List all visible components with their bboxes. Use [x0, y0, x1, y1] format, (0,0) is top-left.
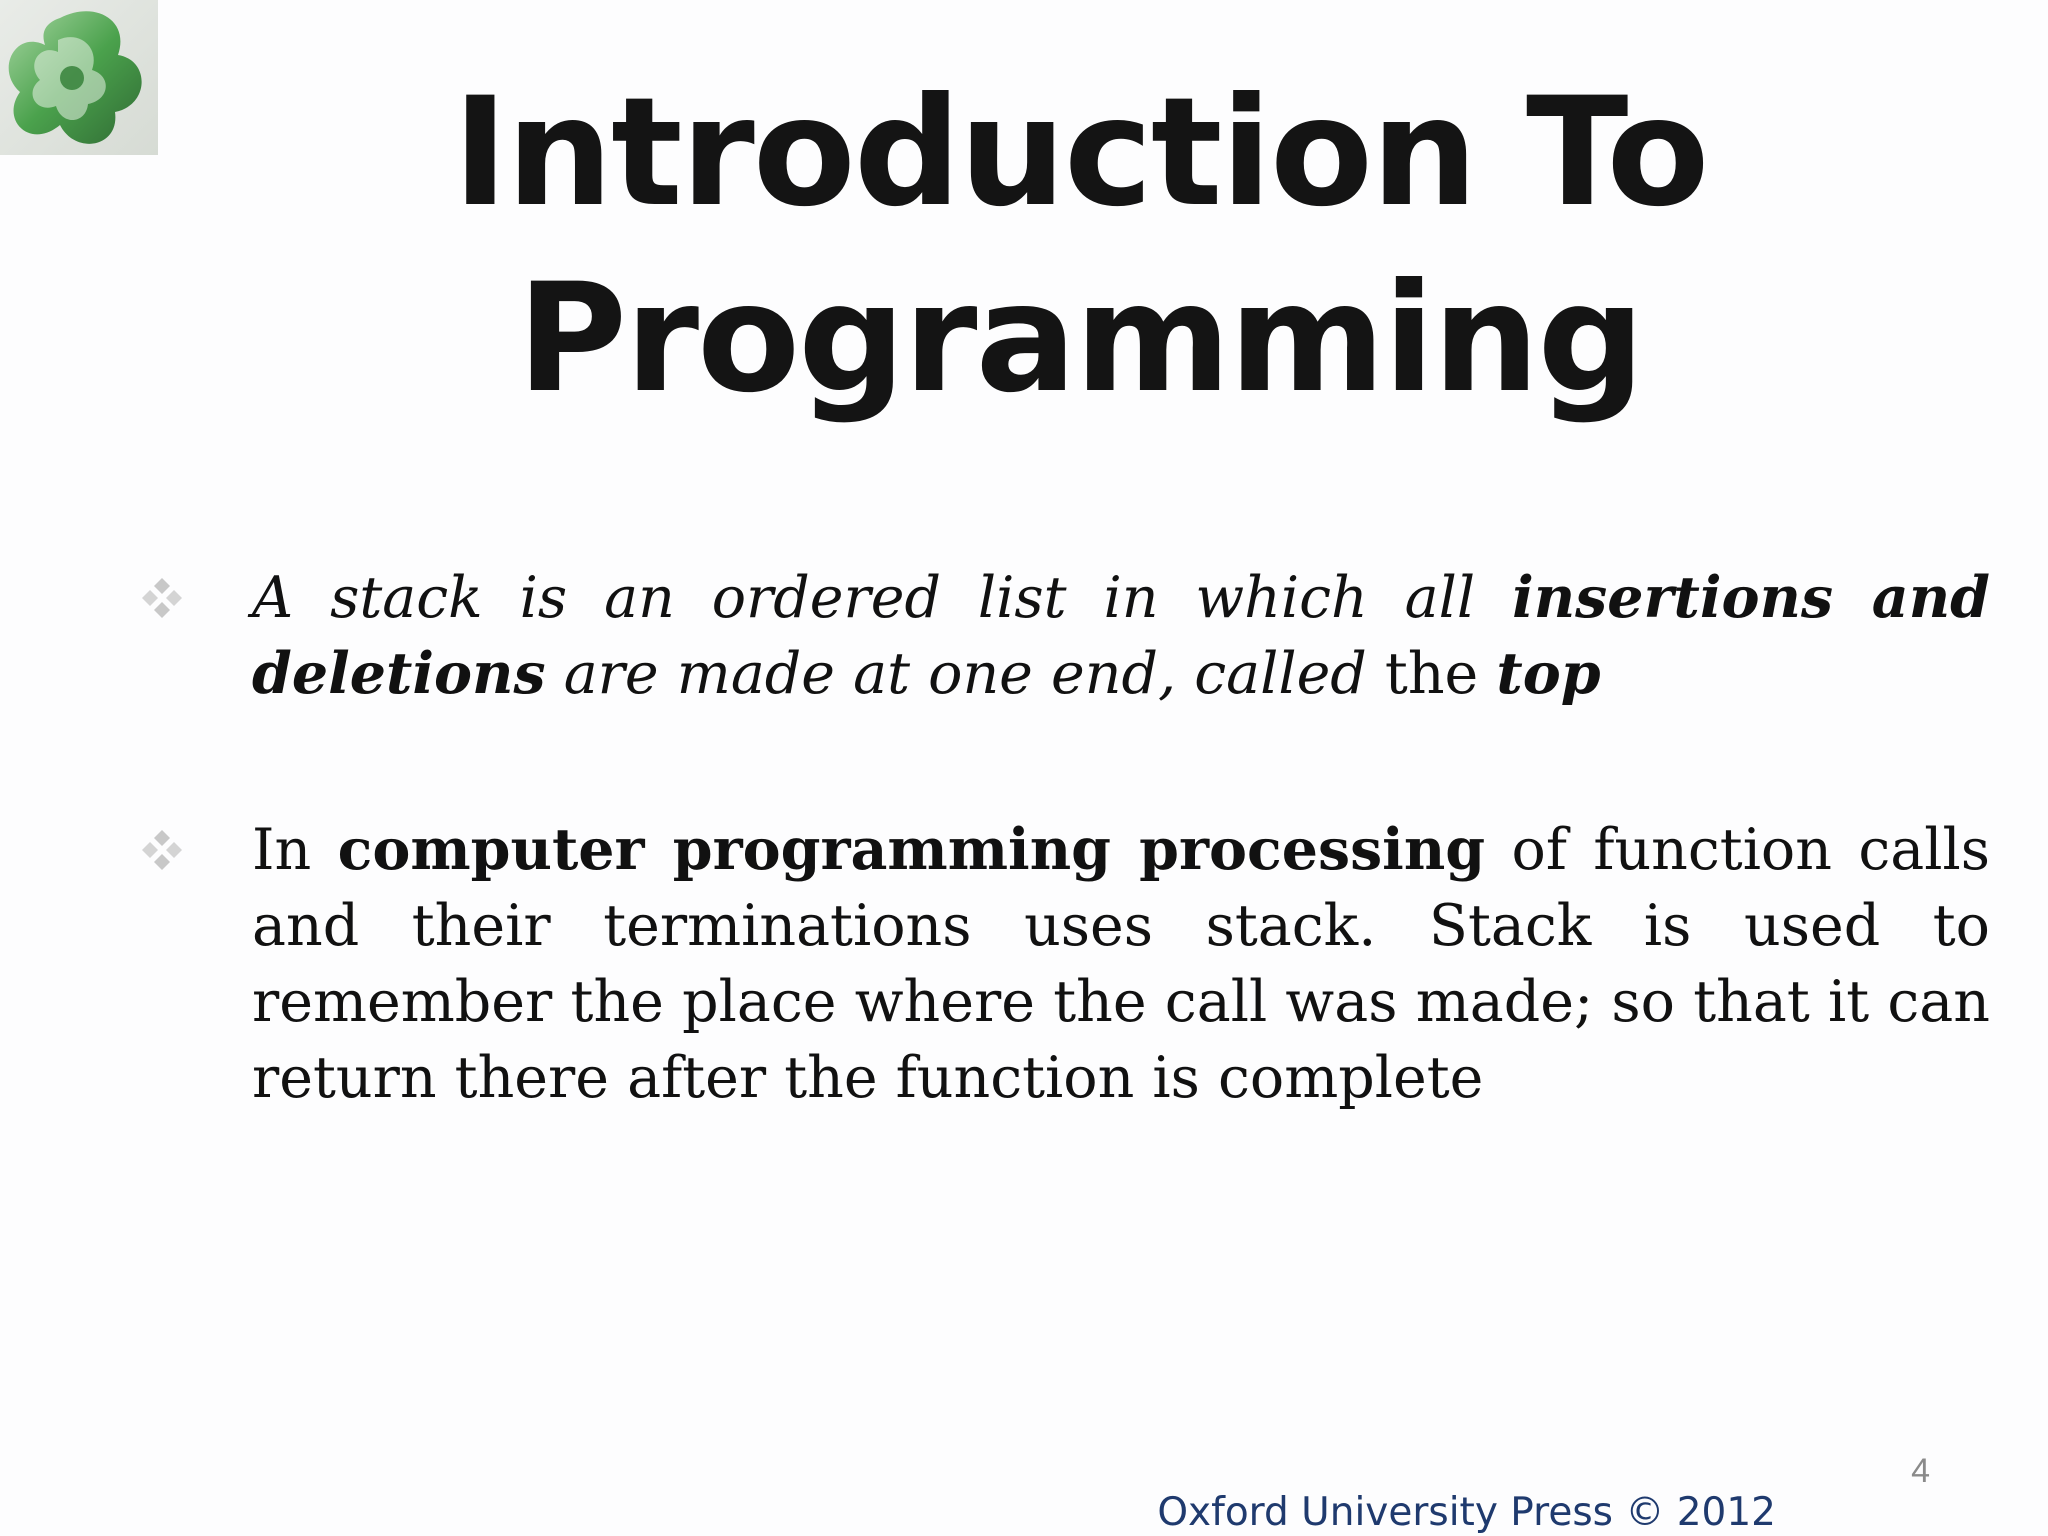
title-line-2: Programming — [517, 252, 1643, 426]
bullet-text-plain: of function calls and their terminations uses stack. Stack is used to remember the place where the call was made; so that it can return there after the function is complete — [252, 817, 1990, 1111]
page-number: 4 — [1911, 1452, 1930, 1490]
title-line-1: Introduction To — [452, 66, 1708, 240]
logo-icon — [0, 0, 158, 155]
bullet-text-plain: In — [252, 817, 338, 883]
bullet-text-bold-italic: insertions and deletions — [252, 564, 1990, 707]
bullet-text-plain: the — [1366, 641, 1497, 707]
bullet-text-italic: are made at one end, called — [545, 641, 1367, 707]
four-diamond-bullet-icon — [140, 576, 184, 620]
bullet-text-bold: computer programming processing — [337, 816, 1486, 883]
bullet-list — [140, 560, 1990, 1216]
list-item — [140, 560, 1990, 712]
footer-copyright: Oxford University Press © 2012 — [1157, 1490, 1776, 1535]
four-diamond-bullet-icon — [140, 828, 184, 872]
bullet-text-italic: A stack is an ordered list in which all — [252, 565, 1513, 631]
bullet-text — [252, 812, 1990, 1116]
bullet-text-bold-italic: top — [1496, 640, 1601, 707]
list-item — [140, 812, 1990, 1116]
page-title — [380, 60, 1780, 432]
bullet-text — [252, 560, 1990, 712]
